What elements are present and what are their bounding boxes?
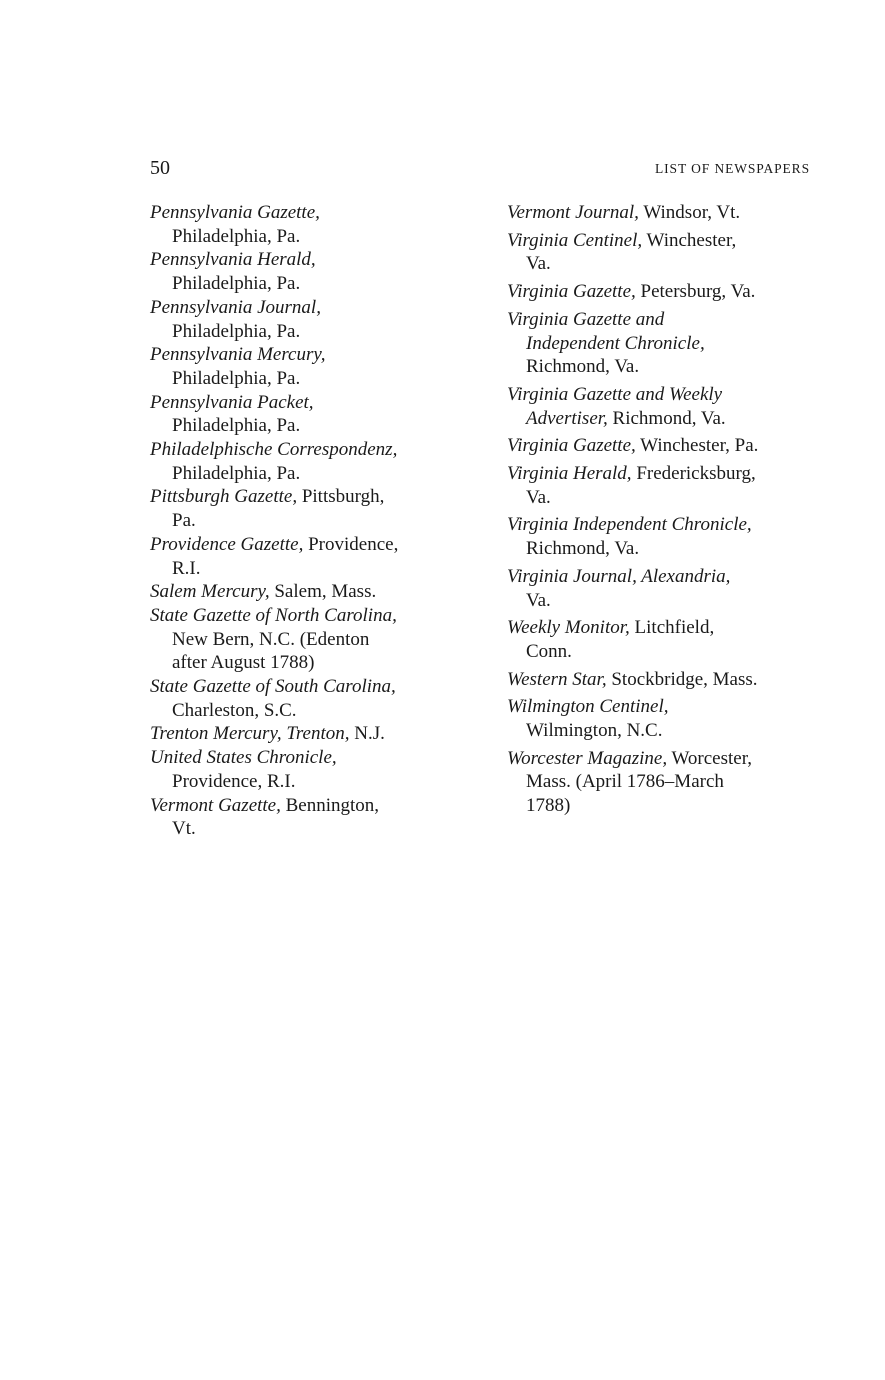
newspaper-title: Weekly Monitor, <box>507 617 630 639</box>
newspaper-entry <box>507 201 827 225</box>
newspaper-entry <box>150 604 470 675</box>
newspaper-title: Virginia Gazette and Independent Chronicle, <box>507 308 705 354</box>
newspaper-place: Winchester, Pa. <box>635 435 759 457</box>
newspaper-title: Salem Mercury, <box>150 581 270 603</box>
newspaper-title: Virginia Centinel, <box>507 229 643 251</box>
newspaper-place: Richmond, Va. <box>526 356 640 378</box>
newspaper-title: Pennsylvania Gazette, <box>150 202 320 223</box>
newspaper-place: Philadelphia, Pa. <box>172 225 301 247</box>
newspaper-title: Western Star, <box>507 668 607 690</box>
newspaper-title: State Gazette of South Carolina, <box>150 676 396 698</box>
newspaper-title: Pennsylvania Journal, <box>150 296 321 318</box>
newspaper-title: Vermont Gazette, <box>150 794 281 816</box>
left-column <box>150 201 470 841</box>
newspaper-title: Virginia Journal, Alexandria, <box>507 565 731 587</box>
newspaper-place: Fredericksburg, Va. <box>526 463 756 508</box>
newspaper-entry <box>150 391 470 438</box>
newspaper-title: State Gazette of North Carolina, <box>150 604 397 626</box>
newspaper-title: Virginia Independent Chronicle, <box>507 514 752 536</box>
newspaper-place: Windsor, Vt. <box>638 202 741 223</box>
newspaper-place: New Bern, N.C. (Edenton after August 1788) <box>172 628 370 674</box>
newspaper-title: Worcester Magazine, <box>507 747 668 769</box>
newspaper-title: Virginia Herald, <box>507 463 632 485</box>
newspaper-title: Virginia Gazette, <box>507 281 636 303</box>
newspaper-entry <box>507 616 827 663</box>
newspaper-place: Philadelphia, Pa. <box>172 320 301 342</box>
newspaper-entry <box>150 343 470 390</box>
newspaper-place: Philadelphia, Pa. <box>172 273 301 295</box>
newspaper-place: Charleston, S.C. <box>172 699 297 721</box>
newspaper-title: Pennsylvania Herald, <box>150 249 316 271</box>
newspaper-place: Philadelphia, Pa. <box>172 415 301 437</box>
newspaper-place: Litchfield, Conn. <box>526 617 715 662</box>
page-number: 50 <box>150 157 170 179</box>
newspaper-place: Providence, R.I. <box>172 533 399 579</box>
newspaper-place: Bennington, Vt. <box>172 794 380 840</box>
newspaper-entry <box>150 248 470 295</box>
newspaper-entry <box>507 747 827 818</box>
newspaper-place: Stockbridge, Mass. <box>606 668 758 690</box>
newspaper-title: United States Chronicle, <box>150 747 337 769</box>
newspaper-entry <box>150 794 470 841</box>
newspaper-title: Philadelphische Correspondenz, <box>150 439 398 461</box>
newspaper-place: N.J. <box>349 723 385 745</box>
newspaper-entry <box>150 296 470 343</box>
newspaper-title: Vermont Journal, <box>507 202 639 223</box>
newspaper-title: Virginia Gazette and Weekly Advertiser, <box>507 383 723 429</box>
newspaper-title: Providence Gazette, <box>150 533 304 555</box>
newspaper-place: Wilmington, N.C. <box>526 720 663 742</box>
newspaper-place: Richmond, Va. <box>607 407 726 429</box>
newspaper-entry <box>150 722 470 746</box>
newspaper-entry <box>507 308 827 379</box>
newspaper-entry <box>150 201 470 248</box>
running-head: LIST OF NEWSPAPERS <box>655 161 810 176</box>
newspaper-place: Petersburg, Va. <box>635 281 756 303</box>
newspaper-entry <box>150 533 470 580</box>
newspaper-place: Winchester, Va. <box>526 229 737 275</box>
newspaper-entry <box>507 565 827 612</box>
newspaper-place: Richmond, Va. <box>526 538 640 560</box>
newspaper-place: Va. <box>526 589 551 611</box>
newspaper-entry <box>150 746 470 793</box>
newspaper-entry <box>507 513 827 560</box>
newspaper-entry <box>150 580 470 604</box>
newspaper-entry <box>507 229 827 276</box>
newspaper-entry <box>150 675 470 722</box>
newspaper-entry <box>507 434 827 458</box>
newspaper-place: Providence, R.I. <box>172 770 296 792</box>
newspaper-entry <box>150 438 470 485</box>
newspaper-title: Pennsylvania Mercury, <box>150 344 326 366</box>
newspaper-title: Wilmington Centinel, <box>507 696 669 718</box>
newspaper-title: Pennsylvania Packet, <box>150 391 314 413</box>
newspaper-title: Pittsburgh Gazette, <box>150 486 298 508</box>
newspaper-entry <box>507 462 827 509</box>
newspaper-entry <box>507 695 827 742</box>
newspaper-title: Trenton Mercury, Trenton, <box>150 723 350 745</box>
newspaper-place: Pittsburgh, Pa. <box>172 486 385 532</box>
newspaper-place: Worcester, Mass. (April 1786–March 1788) <box>526 747 753 817</box>
right-column <box>507 201 827 822</box>
newspaper-place: Philadelphia, Pa. <box>172 367 301 389</box>
newspaper-entry <box>507 280 827 304</box>
newspaper-entry <box>507 383 827 430</box>
newspaper-entry <box>507 668 827 692</box>
newspaper-entry <box>150 485 470 532</box>
newspaper-title: Virginia Gazette, <box>507 435 636 457</box>
newspaper-place: Salem, Mass. <box>269 581 377 603</box>
newspaper-place: Philadelphia, Pa. <box>172 462 301 484</box>
